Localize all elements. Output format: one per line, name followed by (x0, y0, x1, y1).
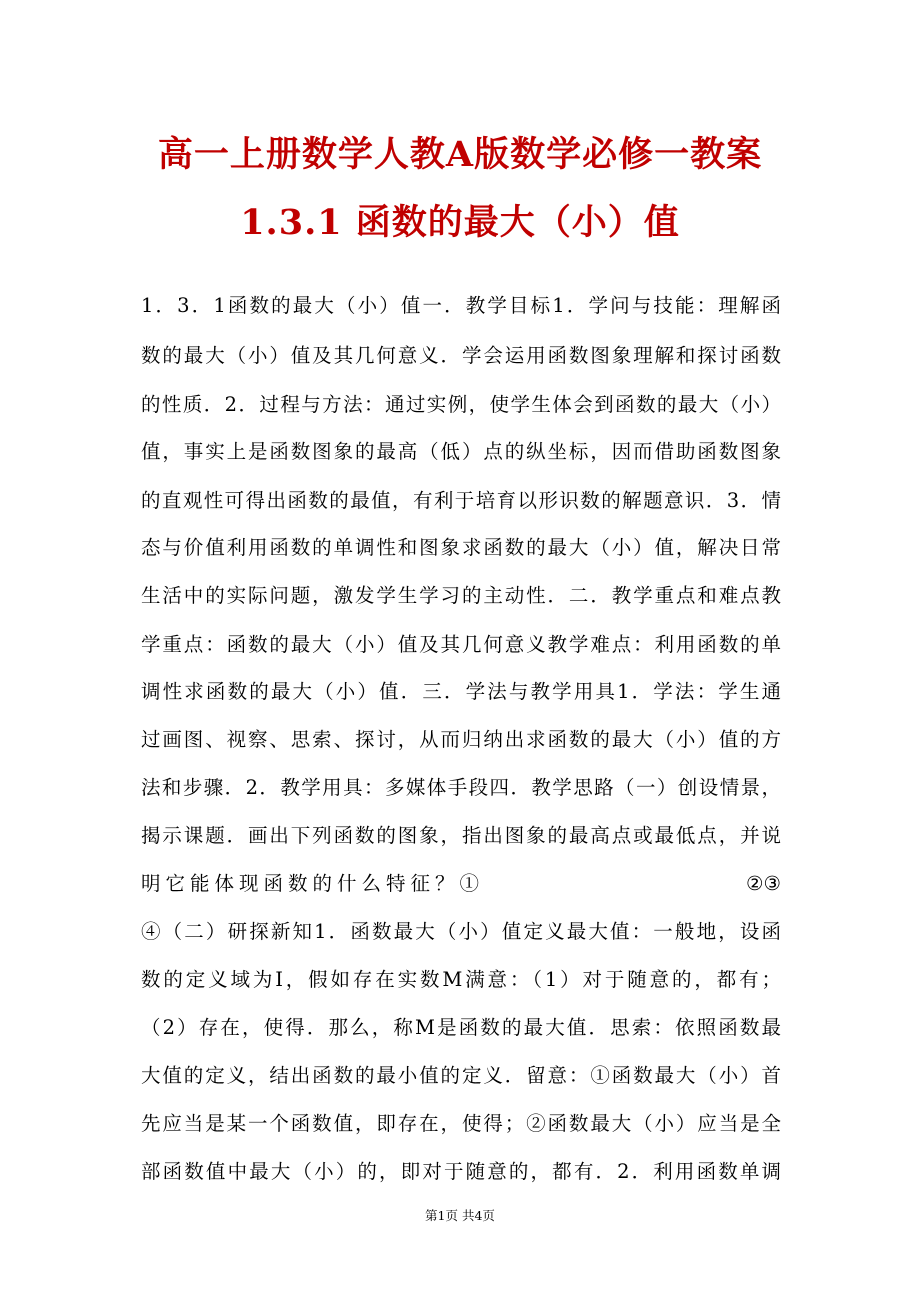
body-line: （2）存在，使得．那么，称M是函数的最大值．思索：依照函数最 (141, 1016, 781, 1039)
body-line: 数的定义域为I，假如存在实数M满意：（1）对于随意的，都有； (141, 968, 781, 991)
body-line: 先应当是某一个函数值，即存在，使得；②函数最大（小）应当是全 (141, 1112, 781, 1135)
body-line: 生活中的实际问题，激发学生学习的主动性．二．教学重点和难点教 (141, 584, 781, 607)
body-line: 值，事实上是函数图象的最高（低）点的纵坐标，因而借助函数图象 (141, 440, 781, 463)
document-title: 高一上册数学人教A版数学必修一教案 (157, 134, 763, 175)
body-line: 部函数值中最大（小）的，即对于随意的，都有．2．利用函数单调 (141, 1160, 781, 1183)
body-line: 调性求函数的最大（小）值．三．学法与教学用具1．学法：学生通 (141, 680, 781, 703)
body-line: ④（二）研探新知1．函数最大（小）值定义最大值：一般地，设函 (141, 920, 781, 943)
body-line: 的直观性可得出函数的最值，有利于培育以形识数的解题意识．3．情 (141, 489, 781, 512)
body-line: 态与价值利用函数的单调性和图象求函数的最大（小）值，解决日常 (141, 536, 781, 559)
body-line: 数的最大（小）值及其几何意义．学会运用函数图象理解和探讨函数 (141, 344, 781, 367)
document-subtitle: 1.3.1 函数的最大（小）值 (240, 202, 680, 243)
body-line-left: 明它能体现函数的什么特征？① (141, 872, 485, 895)
body-line: 过画图、视察、思索、探讨，从而归纳出求函数的最大（小）值的方 (141, 728, 781, 751)
body-line: 的性质．2．过程与方法：通过实例，使学生体会到函数的最大（小） (141, 393, 781, 416)
page-footer: 第1页 共4页 (425, 1208, 495, 1223)
body-line-right: ②③ (746, 872, 781, 895)
body-line: 1．3．1函数的最大（小）值一．教学目标1．学问与技能：理解函 (141, 294, 781, 317)
body-line: 大值的定义，结出函数的最小值的定义．留意：①函数最大（小）首 (141, 1064, 781, 1087)
body-line: 学重点：函数的最大（小）值及其几何意义教学难点：利用函数的单 (141, 633, 781, 656)
body-line: 揭示课题．画出下列函数的图象，指出图象的最高点或最低点，并说 (141, 824, 781, 847)
body-line: 法和步骤．2．教学用具：多媒体手段四．教学思路（一）创设情景， (141, 776, 781, 799)
body-line-with-gap (141, 869, 781, 899)
